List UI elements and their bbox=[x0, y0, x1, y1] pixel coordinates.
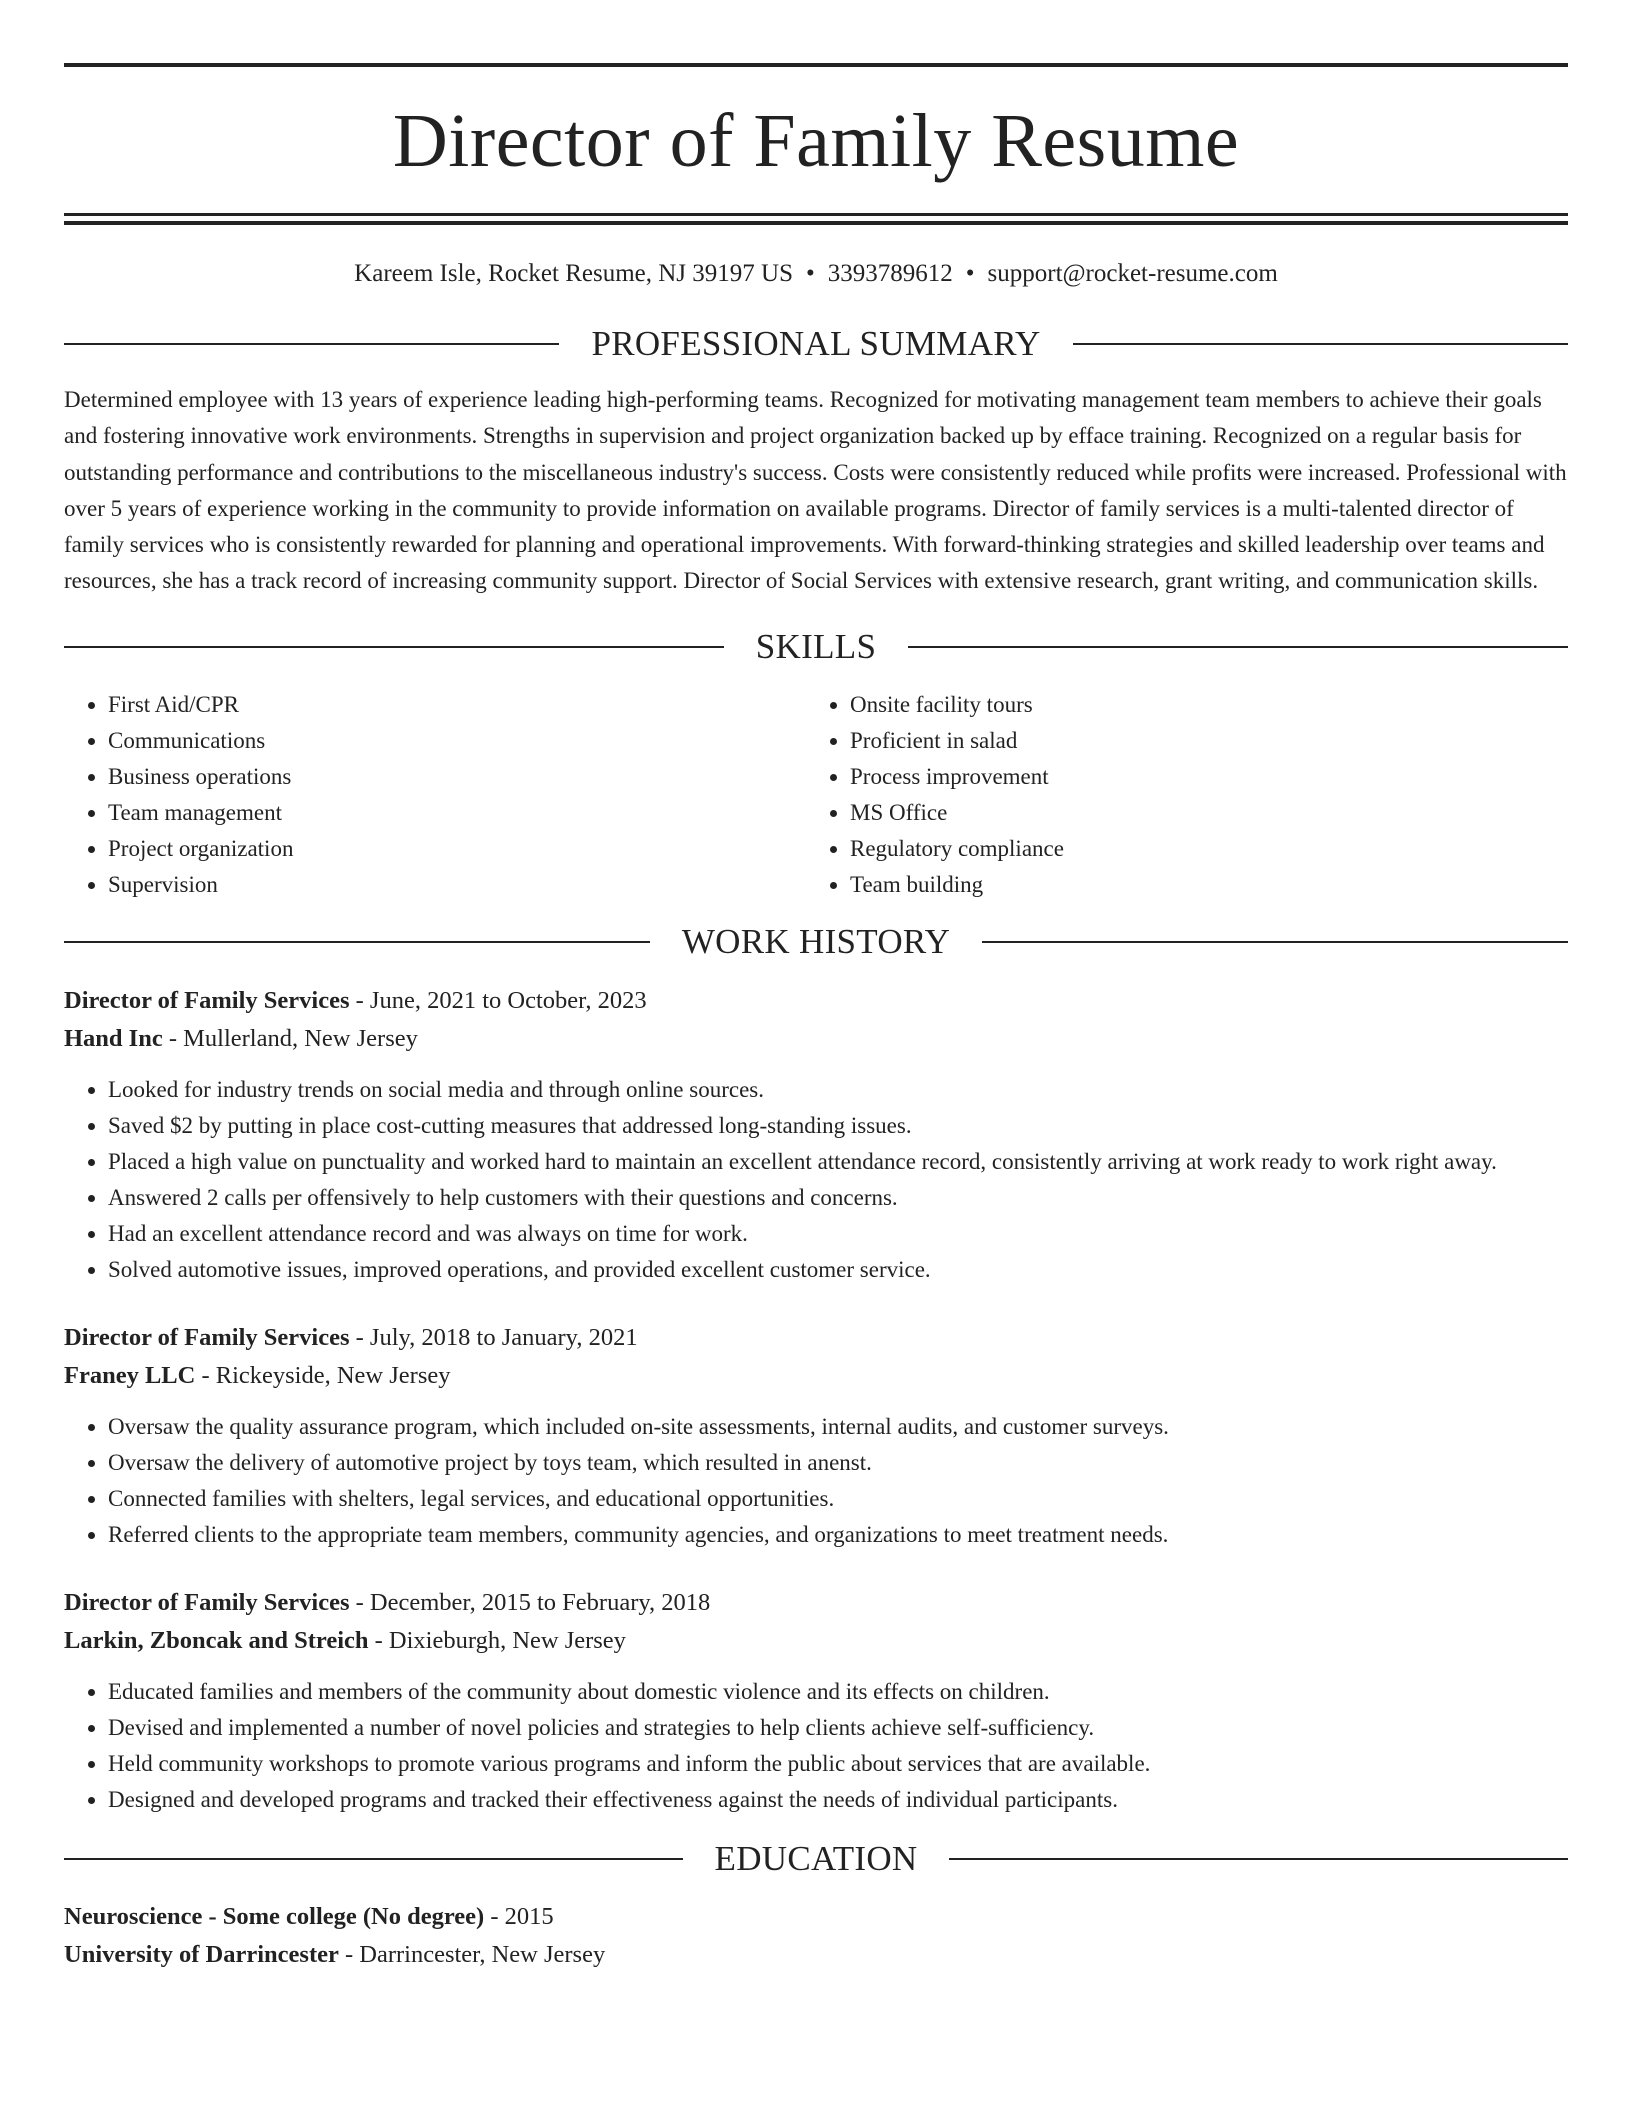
skill-item: • Process improvement bbox=[850, 759, 1548, 795]
job-bullet: • Placed a high value on punctuality and worked hard to maintain an excellent attendance record, consistently arriving at work ready to work right away. bbox=[108, 1144, 1568, 1180]
work-heading bbox=[64, 921, 1568, 963]
job-title: Director of Family Services bbox=[64, 986, 350, 1014]
heading-rule-right bbox=[1073, 343, 1568, 345]
job-title: Director of Family Services bbox=[64, 1588, 350, 1616]
education-year: - 2015 bbox=[484, 1902, 554, 1930]
title-double-rule bbox=[64, 213, 1568, 225]
job-dates: - December, 2015 to February, 2018 bbox=[349, 1588, 711, 1616]
job-location: - Rickeyside, New Jersey bbox=[195, 1361, 451, 1389]
heading-rule-right bbox=[949, 1858, 1568, 1860]
education-school: University of Darrincester bbox=[64, 1940, 339, 1968]
education-entry bbox=[64, 1898, 1568, 1974]
education-degree: Neuroscience - Some college (No degree) bbox=[64, 1902, 485, 1930]
job-company: Hand Inc bbox=[64, 1024, 163, 1052]
job-company: Larkin, Zboncak and Streich bbox=[64, 1626, 369, 1654]
work-heading-label: WORK HISTORY bbox=[681, 921, 951, 961]
skill-item: • Communications bbox=[108, 723, 806, 759]
job-company-line bbox=[64, 1622, 1568, 1660]
job-location: - Mullerland, New Jersey bbox=[162, 1024, 418, 1052]
education-heading-label: EDUCATION bbox=[714, 1838, 918, 1878]
skills-heading-label: SKILLS bbox=[755, 626, 877, 666]
job-company-line bbox=[64, 1020, 1568, 1058]
heading-rule-left bbox=[64, 1858, 683, 1860]
top-rule bbox=[64, 63, 1568, 67]
job-bullet: • Held community workshops to promote various programs and inform the public about services that are available. bbox=[108, 1746, 1568, 1782]
job-bullet: • Answered 2 calls per offensively to help customers with their questions and concerns. bbox=[108, 1180, 1568, 1216]
skill-item: • Onsite facility tours bbox=[850, 687, 1548, 723]
skill-item: • Team building bbox=[850, 867, 1548, 903]
education-location: - Darrincester, New Jersey bbox=[338, 1940, 606, 1968]
job-title-line bbox=[64, 1584, 1568, 1622]
summary-heading bbox=[64, 323, 1568, 365]
summary-heading-label: PROFESSIONAL SUMMARY bbox=[591, 324, 1041, 363]
job-company: Franey LLC bbox=[64, 1361, 196, 1389]
education-degree-line bbox=[64, 1898, 1568, 1936]
skill-item: • Team management bbox=[108, 795, 806, 831]
job-bullet: • Looked for industry trends on social media and through online sources. bbox=[108, 1072, 1568, 1108]
job-title: Director of Family Services bbox=[64, 1323, 350, 1351]
job-bullets bbox=[64, 1674, 1568, 1818]
skill-item: • Project organization bbox=[108, 831, 806, 867]
skill-item: • Supervision bbox=[108, 867, 806, 903]
skill-item: • Regulatory compliance bbox=[850, 831, 1548, 867]
skills-heading bbox=[64, 626, 1568, 668]
education-school-line bbox=[64, 1936, 1568, 1974]
heading-rule-left bbox=[64, 941, 650, 943]
heading-rule-left bbox=[64, 646, 724, 648]
education-heading bbox=[64, 1838, 1568, 1880]
heading-rule-left bbox=[64, 343, 559, 345]
job-bullet: • Oversaw the delivery of automotive project by toys team, which resulted in anenst. bbox=[108, 1445, 1568, 1481]
resume-title: Director of Family Resume bbox=[392, 99, 1240, 183]
job-bullets bbox=[64, 1409, 1568, 1553]
job-bullet: • Saved $2 by putting in place cost-cutting measures that addressed long-standing issues. bbox=[108, 1108, 1568, 1144]
job-title-line bbox=[64, 982, 1568, 1020]
job-entry bbox=[64, 1584, 1568, 1818]
job-bullet: • Oversaw the quality assurance program, which included on-site assessments, internal audits, and customer surveys. bbox=[108, 1409, 1568, 1445]
heading-rule-right bbox=[982, 941, 1568, 943]
job-dates: - July, 2018 to January, 2021 bbox=[349, 1323, 638, 1351]
job-bullet: • Solved automotive issues, improved operations, and provided excellent customer service. bbox=[108, 1252, 1568, 1288]
contact-line bbox=[64, 259, 1568, 289]
job-bullet: • Connected families with shelters, legal services, and educational opportunities. bbox=[108, 1481, 1568, 1517]
job-bullet: • Devised and implemented a number of novel policies and strategies to help clients achieve self-sufficiency. bbox=[108, 1710, 1568, 1746]
skill-item: • Business operations bbox=[108, 759, 806, 795]
contact-address: Kareem Isle, Rocket Resume, NJ 39197 US bbox=[354, 260, 793, 287]
skill-item: • Proficient in salad bbox=[850, 723, 1548, 759]
skill-item: • First Aid/CPR bbox=[108, 687, 806, 723]
skills-column-right bbox=[806, 687, 1548, 903]
contact-separator: • bbox=[805, 260, 815, 287]
job-bullet: • Had an excellent attendance record and was always on time for work. bbox=[108, 1216, 1568, 1252]
job-company-line bbox=[64, 1357, 1568, 1395]
job-entry bbox=[64, 982, 1568, 1288]
heading-rule-right bbox=[908, 646, 1568, 648]
job-bullet: • Educated families and members of the community about domestic violence and its effects on children. bbox=[108, 1674, 1568, 1710]
skill-item: • MS Office bbox=[850, 795, 1548, 831]
summary-text: Determined employee with 13 years of experience leading high-performing teams. Recognized for motivating management team members to achieve their goals and fostering innovative work environments. Strengths in supervision and project organization backed up by efface training. Recognized on a regular basis for outstanding performance and contributions to the miscellaneous industry's success. Costs were consistently reduced while profits were increased. Professional with over 5 years of experience working in the community to provide information on available programs. Director of family services is a multi-talented director of family services who is consistently rewarded for planning and operational improvements. With forward-thinking strategies and skilled leadership over teams and resources, she has a track record of increasing community support. Director of Social Services with extensive research, grant writing, and communication skills. bbox=[64, 387, 1567, 594]
skills-column-left bbox=[64, 687, 806, 903]
job-bullets bbox=[64, 1072, 1568, 1288]
job-bullet: • Designed and developed programs and tracked their effectiveness against the needs of individual participants. bbox=[108, 1782, 1568, 1818]
job-bullet: • Referred clients to the appropriate team members, community agencies, and organizations to meet treatment needs. bbox=[108, 1517, 1568, 1553]
contact-phone: 3393789612 bbox=[827, 260, 953, 287]
job-dates: - June, 2021 to October, 2023 bbox=[349, 986, 647, 1014]
job-entry bbox=[64, 1319, 1568, 1553]
job-location: - Dixieburgh, New Jersey bbox=[368, 1626, 626, 1654]
contact-email: support@rocket-resume.com bbox=[987, 260, 1278, 287]
skills-list bbox=[64, 687, 1568, 903]
job-title-line bbox=[64, 1319, 1568, 1357]
resume-page bbox=[64, 63, 1568, 1974]
contact-separator: • bbox=[965, 260, 975, 287]
